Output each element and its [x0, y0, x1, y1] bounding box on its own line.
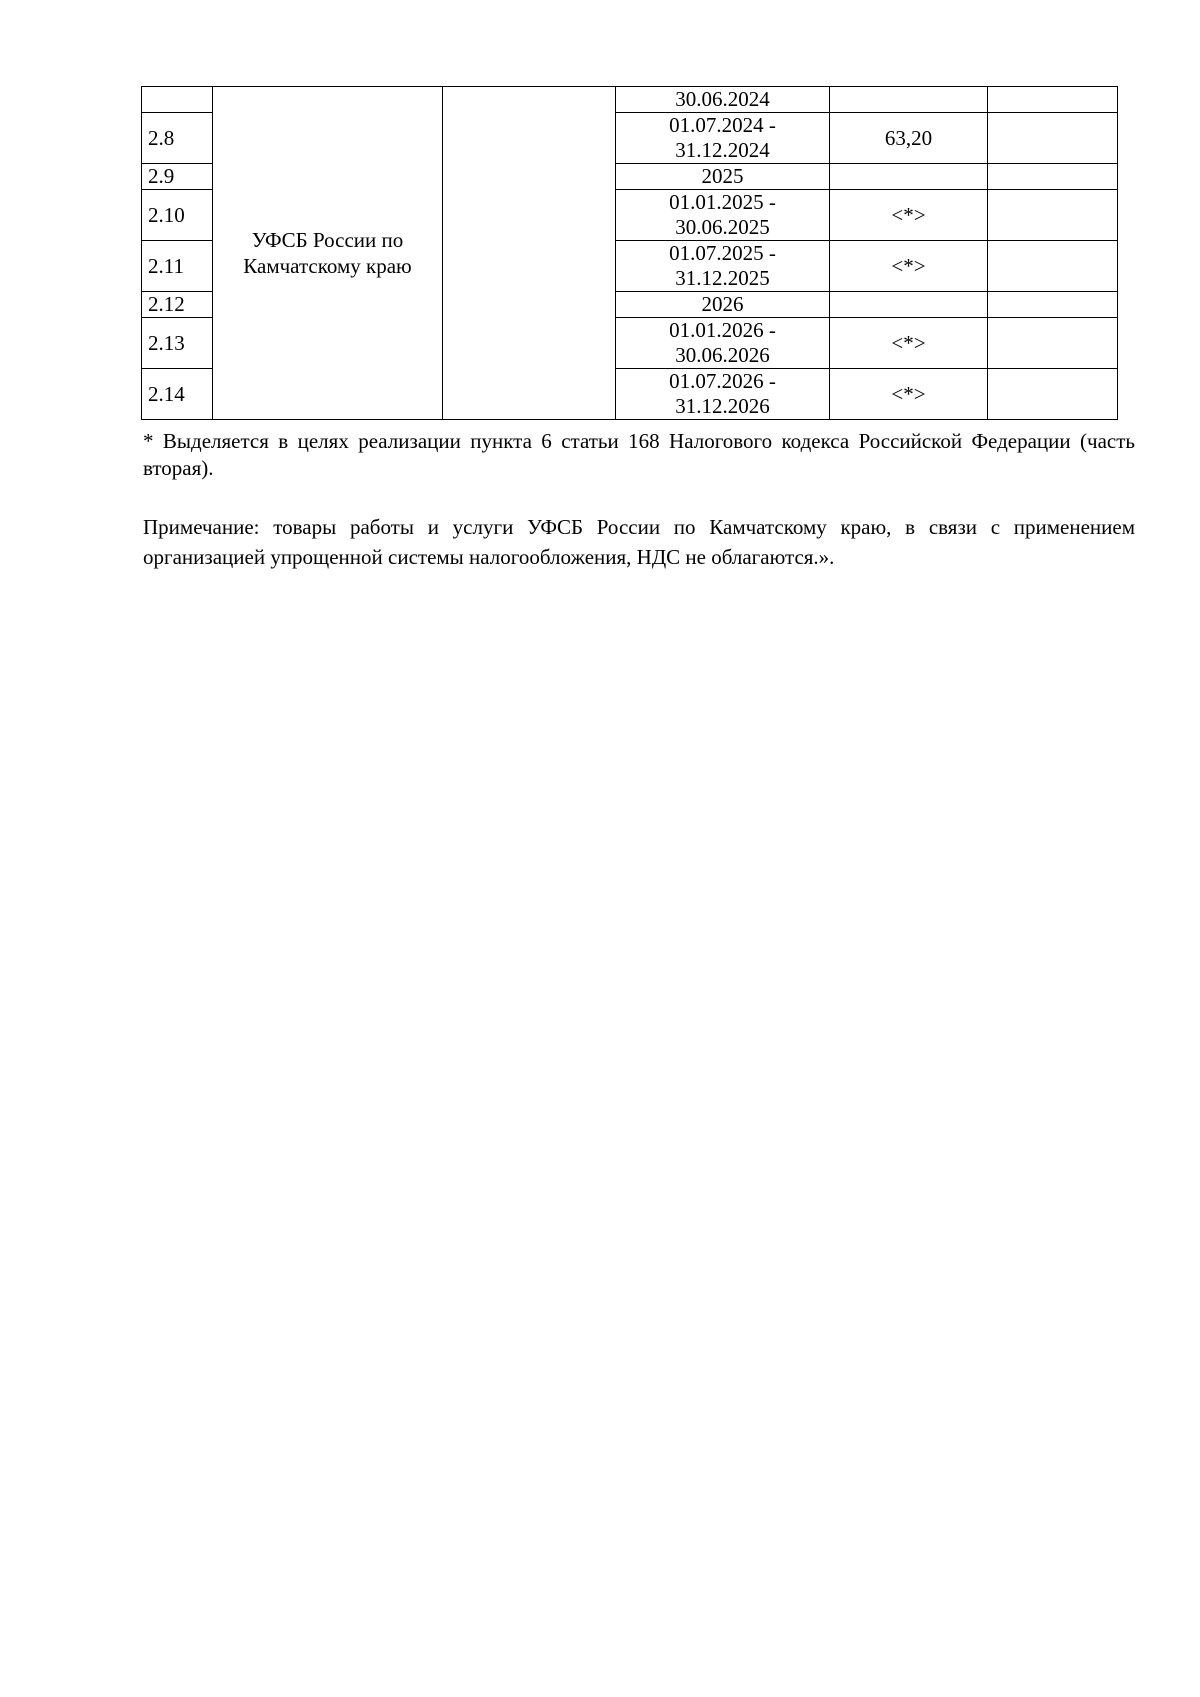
extra-cell	[988, 369, 1118, 420]
period-cell: 2025	[616, 164, 830, 190]
value-cell: <*>	[830, 369, 988, 420]
value-cell	[830, 164, 988, 190]
table-row	[142, 87, 1118, 113]
extra-cell	[988, 87, 1118, 113]
value-cell: 63,20	[830, 113, 988, 164]
row-number: 2.14	[142, 369, 213, 420]
extra-cell	[988, 241, 1118, 292]
extra-cell	[988, 190, 1118, 241]
period-cell: 30.06.2024	[616, 87, 830, 113]
row-number: 2.11	[142, 241, 213, 292]
organization-name: УФСБ России по Камчатскому краю	[213, 87, 443, 420]
period-cell: 01.01.2026 - 30.06.2026	[616, 318, 830, 369]
value-cell: <*>	[830, 318, 988, 369]
note-text: Примечание: товары работы и услуги УФСБ России по Камчатскому краю, в связи с применением организацией упрощенной системы налогообложения, НДС не облагаются.».	[143, 515, 1135, 569]
row-number: 2.12	[142, 292, 213, 318]
period-cell: 2026	[616, 292, 830, 318]
extra-cell	[988, 292, 1118, 318]
value-cell	[830, 292, 988, 318]
tariff-table	[141, 86, 1118, 420]
value-cell: <*>	[830, 190, 988, 241]
row-number: 2.8	[142, 113, 213, 164]
value-cell: <*>	[830, 241, 988, 292]
footnote-text: * Выделяется в целях реализации пункта 6 статьи 168 Налогового кодекса Российской Федерации (часть вторая).	[143, 429, 1135, 480]
row-number: 2.13	[142, 318, 213, 369]
value-cell	[830, 87, 988, 113]
extra-cell	[988, 113, 1118, 164]
period-cell: 01.07.2026 - 31.12.2026	[616, 369, 830, 420]
period-cell: 01.01.2025 - 30.06.2025	[616, 190, 830, 241]
row-number: 2.10	[142, 190, 213, 241]
extra-cell	[988, 164, 1118, 190]
empty-column	[443, 87, 616, 420]
period-cell: 01.07.2025 - 31.12.2025	[616, 241, 830, 292]
period-cell: 01.07.2024 - 31.12.2024	[616, 113, 830, 164]
extra-cell	[988, 318, 1118, 369]
row-number	[142, 87, 213, 113]
row-number: 2.9	[142, 164, 213, 190]
